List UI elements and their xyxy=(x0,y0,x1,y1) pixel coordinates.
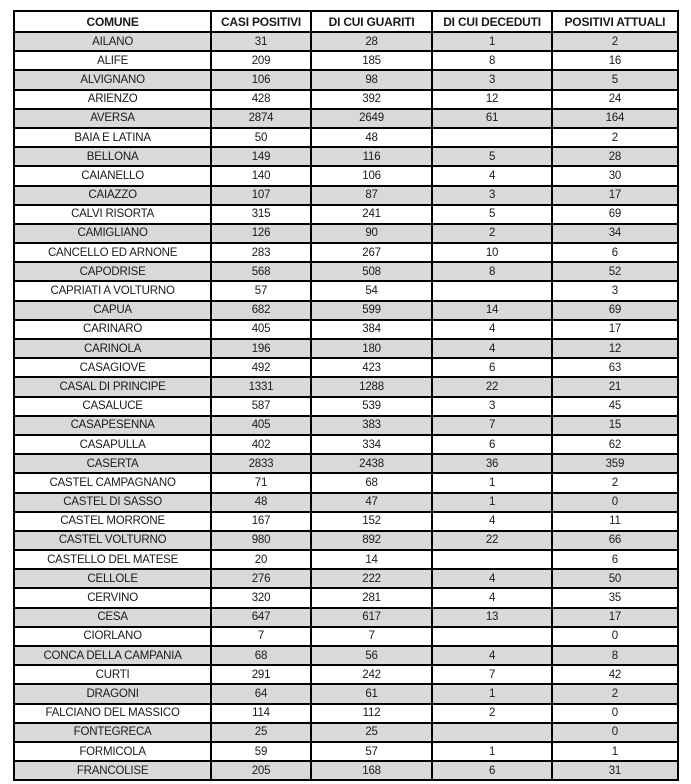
value-cell: 4 xyxy=(432,512,552,531)
value-cell: 291 xyxy=(211,665,311,684)
value-cell: 11 xyxy=(552,512,678,531)
value-cell: 25 xyxy=(211,723,311,742)
value-cell: 617 xyxy=(311,608,433,627)
value-cell: 68 xyxy=(211,646,311,665)
value-cell: 57 xyxy=(311,742,433,761)
comune-cell: CELLOLE xyxy=(14,569,211,588)
table-row xyxy=(14,186,678,205)
value-cell: 6 xyxy=(552,243,678,262)
table-row xyxy=(14,569,678,588)
column-header: POSITIVI ATTUALI xyxy=(552,11,678,32)
comune-cell: CESA xyxy=(14,608,211,627)
value-cell: 1 xyxy=(552,742,678,761)
comune-cell: ARIENZO xyxy=(14,90,211,109)
table-row xyxy=(14,339,678,358)
value-cell: 54 xyxy=(311,281,433,300)
value-cell: 180 xyxy=(311,339,433,358)
value-cell: 2 xyxy=(432,704,552,723)
value-cell: 8 xyxy=(432,51,552,70)
value-cell: 17 xyxy=(552,320,678,339)
comune-cell: CIORLANO xyxy=(14,627,211,646)
value-cell: 48 xyxy=(211,493,311,512)
value-cell: 539 xyxy=(311,397,433,416)
value-cell: 45 xyxy=(552,397,678,416)
comune-cell: CERVINO xyxy=(14,588,211,607)
value-cell: 1 xyxy=(432,742,552,761)
value-cell: 87 xyxy=(311,186,433,205)
comune-cell: CASTEL CAMPAGNANO xyxy=(14,473,211,492)
value-cell: 209 xyxy=(211,51,311,70)
comune-cell: CASAPESENNA xyxy=(14,416,211,435)
table-row xyxy=(14,224,678,243)
value-cell: 0 xyxy=(552,723,678,742)
table-row xyxy=(14,512,678,531)
comune-cell: FONTEGRECA xyxy=(14,723,211,742)
value-cell: 4 xyxy=(432,588,552,607)
value-cell: 2833 xyxy=(211,454,311,473)
table-row xyxy=(14,358,678,377)
value-cell: 34 xyxy=(552,224,678,243)
comune-cell: BAIA E LATINA xyxy=(14,128,211,147)
value-cell: 568 xyxy=(211,262,311,281)
value-cell: 0 xyxy=(552,627,678,646)
value-cell: 383 xyxy=(311,416,433,435)
value-cell: 241 xyxy=(311,205,433,224)
comune-cell: CASAPULLA xyxy=(14,435,211,454)
value-cell: 405 xyxy=(211,320,311,339)
value-cell: 5 xyxy=(432,205,552,224)
value-cell: 8 xyxy=(432,262,552,281)
value-cell: 315 xyxy=(211,205,311,224)
table-row xyxy=(14,531,678,550)
table-row xyxy=(14,416,678,435)
comune-cell: CAIAZZO xyxy=(14,186,211,205)
comune-cell: FALCIANO DEL MASSICO xyxy=(14,704,211,723)
value-cell: 4 xyxy=(432,339,552,358)
value-cell: 12 xyxy=(552,339,678,358)
value-cell: 1288 xyxy=(311,377,433,396)
value-cell: 63 xyxy=(552,358,678,377)
value-cell: 405 xyxy=(211,416,311,435)
value-cell: 24 xyxy=(552,90,678,109)
table-row xyxy=(14,608,678,627)
table-row xyxy=(14,397,678,416)
comune-cell: CARINOLA xyxy=(14,339,211,358)
table-row xyxy=(14,454,678,473)
value-cell: 17 xyxy=(552,186,678,205)
value-cell: 0 xyxy=(552,704,678,723)
value-cell xyxy=(432,550,552,569)
value-cell: 2 xyxy=(432,224,552,243)
value-cell xyxy=(432,723,552,742)
comune-cell: CASTEL MORRONE xyxy=(14,512,211,531)
value-cell: 320 xyxy=(211,588,311,607)
comune-cell: CURTI xyxy=(14,665,211,684)
value-cell: 71 xyxy=(211,473,311,492)
value-cell: 106 xyxy=(211,70,311,89)
value-cell: 334 xyxy=(311,435,433,454)
value-cell: 114 xyxy=(211,704,311,723)
table-row xyxy=(14,627,678,646)
table-row xyxy=(14,493,678,512)
column-header: COMUNE xyxy=(14,11,211,32)
value-cell: 50 xyxy=(552,569,678,588)
value-cell: 59 xyxy=(211,742,311,761)
value-cell: 980 xyxy=(211,531,311,550)
column-header: DI CUI DECEDUTI xyxy=(432,11,552,32)
value-cell: 22 xyxy=(432,531,552,550)
comune-cell: ALIFE xyxy=(14,51,211,70)
value-cell: 62 xyxy=(552,435,678,454)
value-cell: 5 xyxy=(552,70,678,89)
value-cell xyxy=(432,627,552,646)
value-cell: 149 xyxy=(211,147,311,166)
value-cell xyxy=(432,128,552,147)
table-row xyxy=(14,166,678,185)
table-row xyxy=(14,205,678,224)
value-cell: 3 xyxy=(552,281,678,300)
value-cell: 402 xyxy=(211,435,311,454)
table-header xyxy=(14,11,678,32)
comune-cell: CAPRIATI A VOLTURNO xyxy=(14,281,211,300)
comune-cell: DRAGONI xyxy=(14,684,211,703)
value-cell: 8 xyxy=(552,646,678,665)
table-row xyxy=(14,70,678,89)
value-cell: 392 xyxy=(311,90,433,109)
value-cell: 1 xyxy=(432,493,552,512)
table-row xyxy=(14,147,678,166)
value-cell: 1 xyxy=(432,684,552,703)
value-cell: 14 xyxy=(432,301,552,320)
value-cell: 7 xyxy=(211,627,311,646)
comune-cell: AILANO xyxy=(14,32,211,51)
value-cell: 4 xyxy=(432,569,552,588)
table-row xyxy=(14,320,678,339)
comune-cell: CARINARO xyxy=(14,320,211,339)
value-cell: 47 xyxy=(311,493,433,512)
value-cell: 384 xyxy=(311,320,433,339)
value-cell: 492 xyxy=(211,358,311,377)
table-row xyxy=(14,109,678,128)
value-cell: 6 xyxy=(432,358,552,377)
value-cell: 4 xyxy=(432,646,552,665)
value-cell: 281 xyxy=(311,588,433,607)
value-cell: 30 xyxy=(552,166,678,185)
value-cell: 2438 xyxy=(311,454,433,473)
value-cell: 31 xyxy=(552,761,678,780)
comune-cell: CASERTA xyxy=(14,454,211,473)
value-cell: 21 xyxy=(552,377,678,396)
table-row xyxy=(14,684,678,703)
value-cell: 2 xyxy=(552,32,678,51)
value-cell: 10 xyxy=(432,243,552,262)
value-cell: 6 xyxy=(552,550,678,569)
value-cell: 1 xyxy=(432,32,552,51)
table-row xyxy=(14,51,678,70)
value-cell: 892 xyxy=(311,531,433,550)
value-cell: 12 xyxy=(432,90,552,109)
value-cell: 14 xyxy=(311,550,433,569)
value-cell: 50 xyxy=(211,128,311,147)
value-cell: 242 xyxy=(311,665,433,684)
value-cell: 68 xyxy=(311,473,433,492)
value-cell: 17 xyxy=(552,608,678,627)
value-cell: 69 xyxy=(552,205,678,224)
value-cell: 69 xyxy=(552,301,678,320)
value-cell: 56 xyxy=(311,646,433,665)
comune-cell: FRANCOLISE xyxy=(14,761,211,780)
table-row xyxy=(14,742,678,761)
value-cell: 6 xyxy=(432,435,552,454)
comune-cell: AVERSA xyxy=(14,109,211,128)
value-cell: 107 xyxy=(211,186,311,205)
comune-cell: CALVI RISORTA xyxy=(14,205,211,224)
value-cell: 112 xyxy=(311,704,433,723)
value-cell: 13 xyxy=(432,608,552,627)
value-cell: 423 xyxy=(311,358,433,377)
value-cell: 6 xyxy=(432,761,552,780)
value-cell: 164 xyxy=(552,109,678,128)
comune-cell: FORMICOLA xyxy=(14,742,211,761)
value-cell: 168 xyxy=(311,761,433,780)
value-cell: 5 xyxy=(432,147,552,166)
value-cell: 7 xyxy=(432,665,552,684)
value-cell: 25 xyxy=(311,723,433,742)
value-cell: 283 xyxy=(211,243,311,262)
comune-cell: CASAL DI PRINCIPE xyxy=(14,377,211,396)
covid-municipality-table-container xyxy=(13,10,679,781)
value-cell: 57 xyxy=(211,281,311,300)
value-cell xyxy=(432,281,552,300)
value-cell: 22 xyxy=(432,377,552,396)
value-cell: 42 xyxy=(552,665,678,684)
value-cell: 116 xyxy=(311,147,433,166)
comune-cell: CANCELLO ED ARNONE xyxy=(14,243,211,262)
comune-cell: CAMIGLIANO xyxy=(14,224,211,243)
value-cell: 3 xyxy=(432,186,552,205)
value-cell: 140 xyxy=(211,166,311,185)
table-row xyxy=(14,704,678,723)
value-cell: 152 xyxy=(311,512,433,531)
value-cell: 2874 xyxy=(211,109,311,128)
table-row xyxy=(14,435,678,454)
table-row xyxy=(14,243,678,262)
value-cell: 35 xyxy=(552,588,678,607)
table-row xyxy=(14,262,678,281)
table-row xyxy=(14,761,678,780)
value-cell: 52 xyxy=(552,262,678,281)
value-cell: 4 xyxy=(432,166,552,185)
value-cell: 31 xyxy=(211,32,311,51)
comune-cell: CASAGIOVE xyxy=(14,358,211,377)
value-cell: 276 xyxy=(211,569,311,588)
value-cell: 7 xyxy=(311,627,433,646)
column-header: DI CUI GUARITI xyxy=(311,11,433,32)
value-cell: 647 xyxy=(211,608,311,627)
comune-cell: CASALUCE xyxy=(14,397,211,416)
comune-cell: ALVIGNANO xyxy=(14,70,211,89)
value-cell: 4 xyxy=(432,320,552,339)
value-cell: 428 xyxy=(211,90,311,109)
value-cell: 36 xyxy=(432,454,552,473)
value-cell: 64 xyxy=(211,684,311,703)
table-row xyxy=(14,665,678,684)
value-cell: 222 xyxy=(311,569,433,588)
table-row xyxy=(14,301,678,320)
value-cell: 126 xyxy=(211,224,311,243)
value-cell: 61 xyxy=(432,109,552,128)
value-cell: 98 xyxy=(311,70,433,89)
value-cell: 3 xyxy=(432,397,552,416)
value-cell: 2 xyxy=(552,684,678,703)
comune-cell: CAPODRISE xyxy=(14,262,211,281)
table-row xyxy=(14,723,678,742)
value-cell: 267 xyxy=(311,243,433,262)
value-cell: 2649 xyxy=(311,109,433,128)
table-body xyxy=(14,32,678,780)
table-row xyxy=(14,32,678,51)
comune-cell: CASTEL VOLTURNO xyxy=(14,531,211,550)
value-cell: 90 xyxy=(311,224,433,243)
value-cell: 2 xyxy=(552,128,678,147)
value-cell: 0 xyxy=(552,493,678,512)
value-cell: 196 xyxy=(211,339,311,358)
table-row xyxy=(14,90,678,109)
value-cell: 359 xyxy=(552,454,678,473)
value-cell: 28 xyxy=(311,32,433,51)
value-cell: 16 xyxy=(552,51,678,70)
comune-cell: CAPUA xyxy=(14,301,211,320)
table-row xyxy=(14,473,678,492)
comune-cell: BELLONA xyxy=(14,147,211,166)
value-cell: 587 xyxy=(211,397,311,416)
table-row xyxy=(14,377,678,396)
value-cell: 28 xyxy=(552,147,678,166)
value-cell: 7 xyxy=(432,416,552,435)
comune-cell: CASTELLO DEL MATESE xyxy=(14,550,211,569)
value-cell: 2 xyxy=(552,473,678,492)
value-cell: 682 xyxy=(211,301,311,320)
table-row xyxy=(14,550,678,569)
value-cell: 3 xyxy=(432,70,552,89)
value-cell: 61 xyxy=(311,684,433,703)
value-cell: 185 xyxy=(311,51,433,70)
value-cell: 15 xyxy=(552,416,678,435)
value-cell: 106 xyxy=(311,166,433,185)
value-cell: 205 xyxy=(211,761,311,780)
comune-cell: CONCA DELLA CAMPANIA xyxy=(14,646,211,665)
value-cell: 48 xyxy=(311,128,433,147)
column-header: CASI POSITIVI xyxy=(211,11,311,32)
table-header-row xyxy=(14,11,678,32)
value-cell: 1331 xyxy=(211,377,311,396)
value-cell: 167 xyxy=(211,512,311,531)
table-row xyxy=(14,281,678,300)
value-cell: 599 xyxy=(311,301,433,320)
value-cell: 20 xyxy=(211,550,311,569)
covid-municipality-table xyxy=(13,10,679,781)
value-cell: 1 xyxy=(432,473,552,492)
comune-cell: CAIANELLO xyxy=(14,166,211,185)
comune-cell: CASTEL DI SASSO xyxy=(14,493,211,512)
value-cell: 66 xyxy=(552,531,678,550)
table-row xyxy=(14,588,678,607)
table-row xyxy=(14,128,678,147)
table-row xyxy=(14,646,678,665)
value-cell: 508 xyxy=(311,262,433,281)
